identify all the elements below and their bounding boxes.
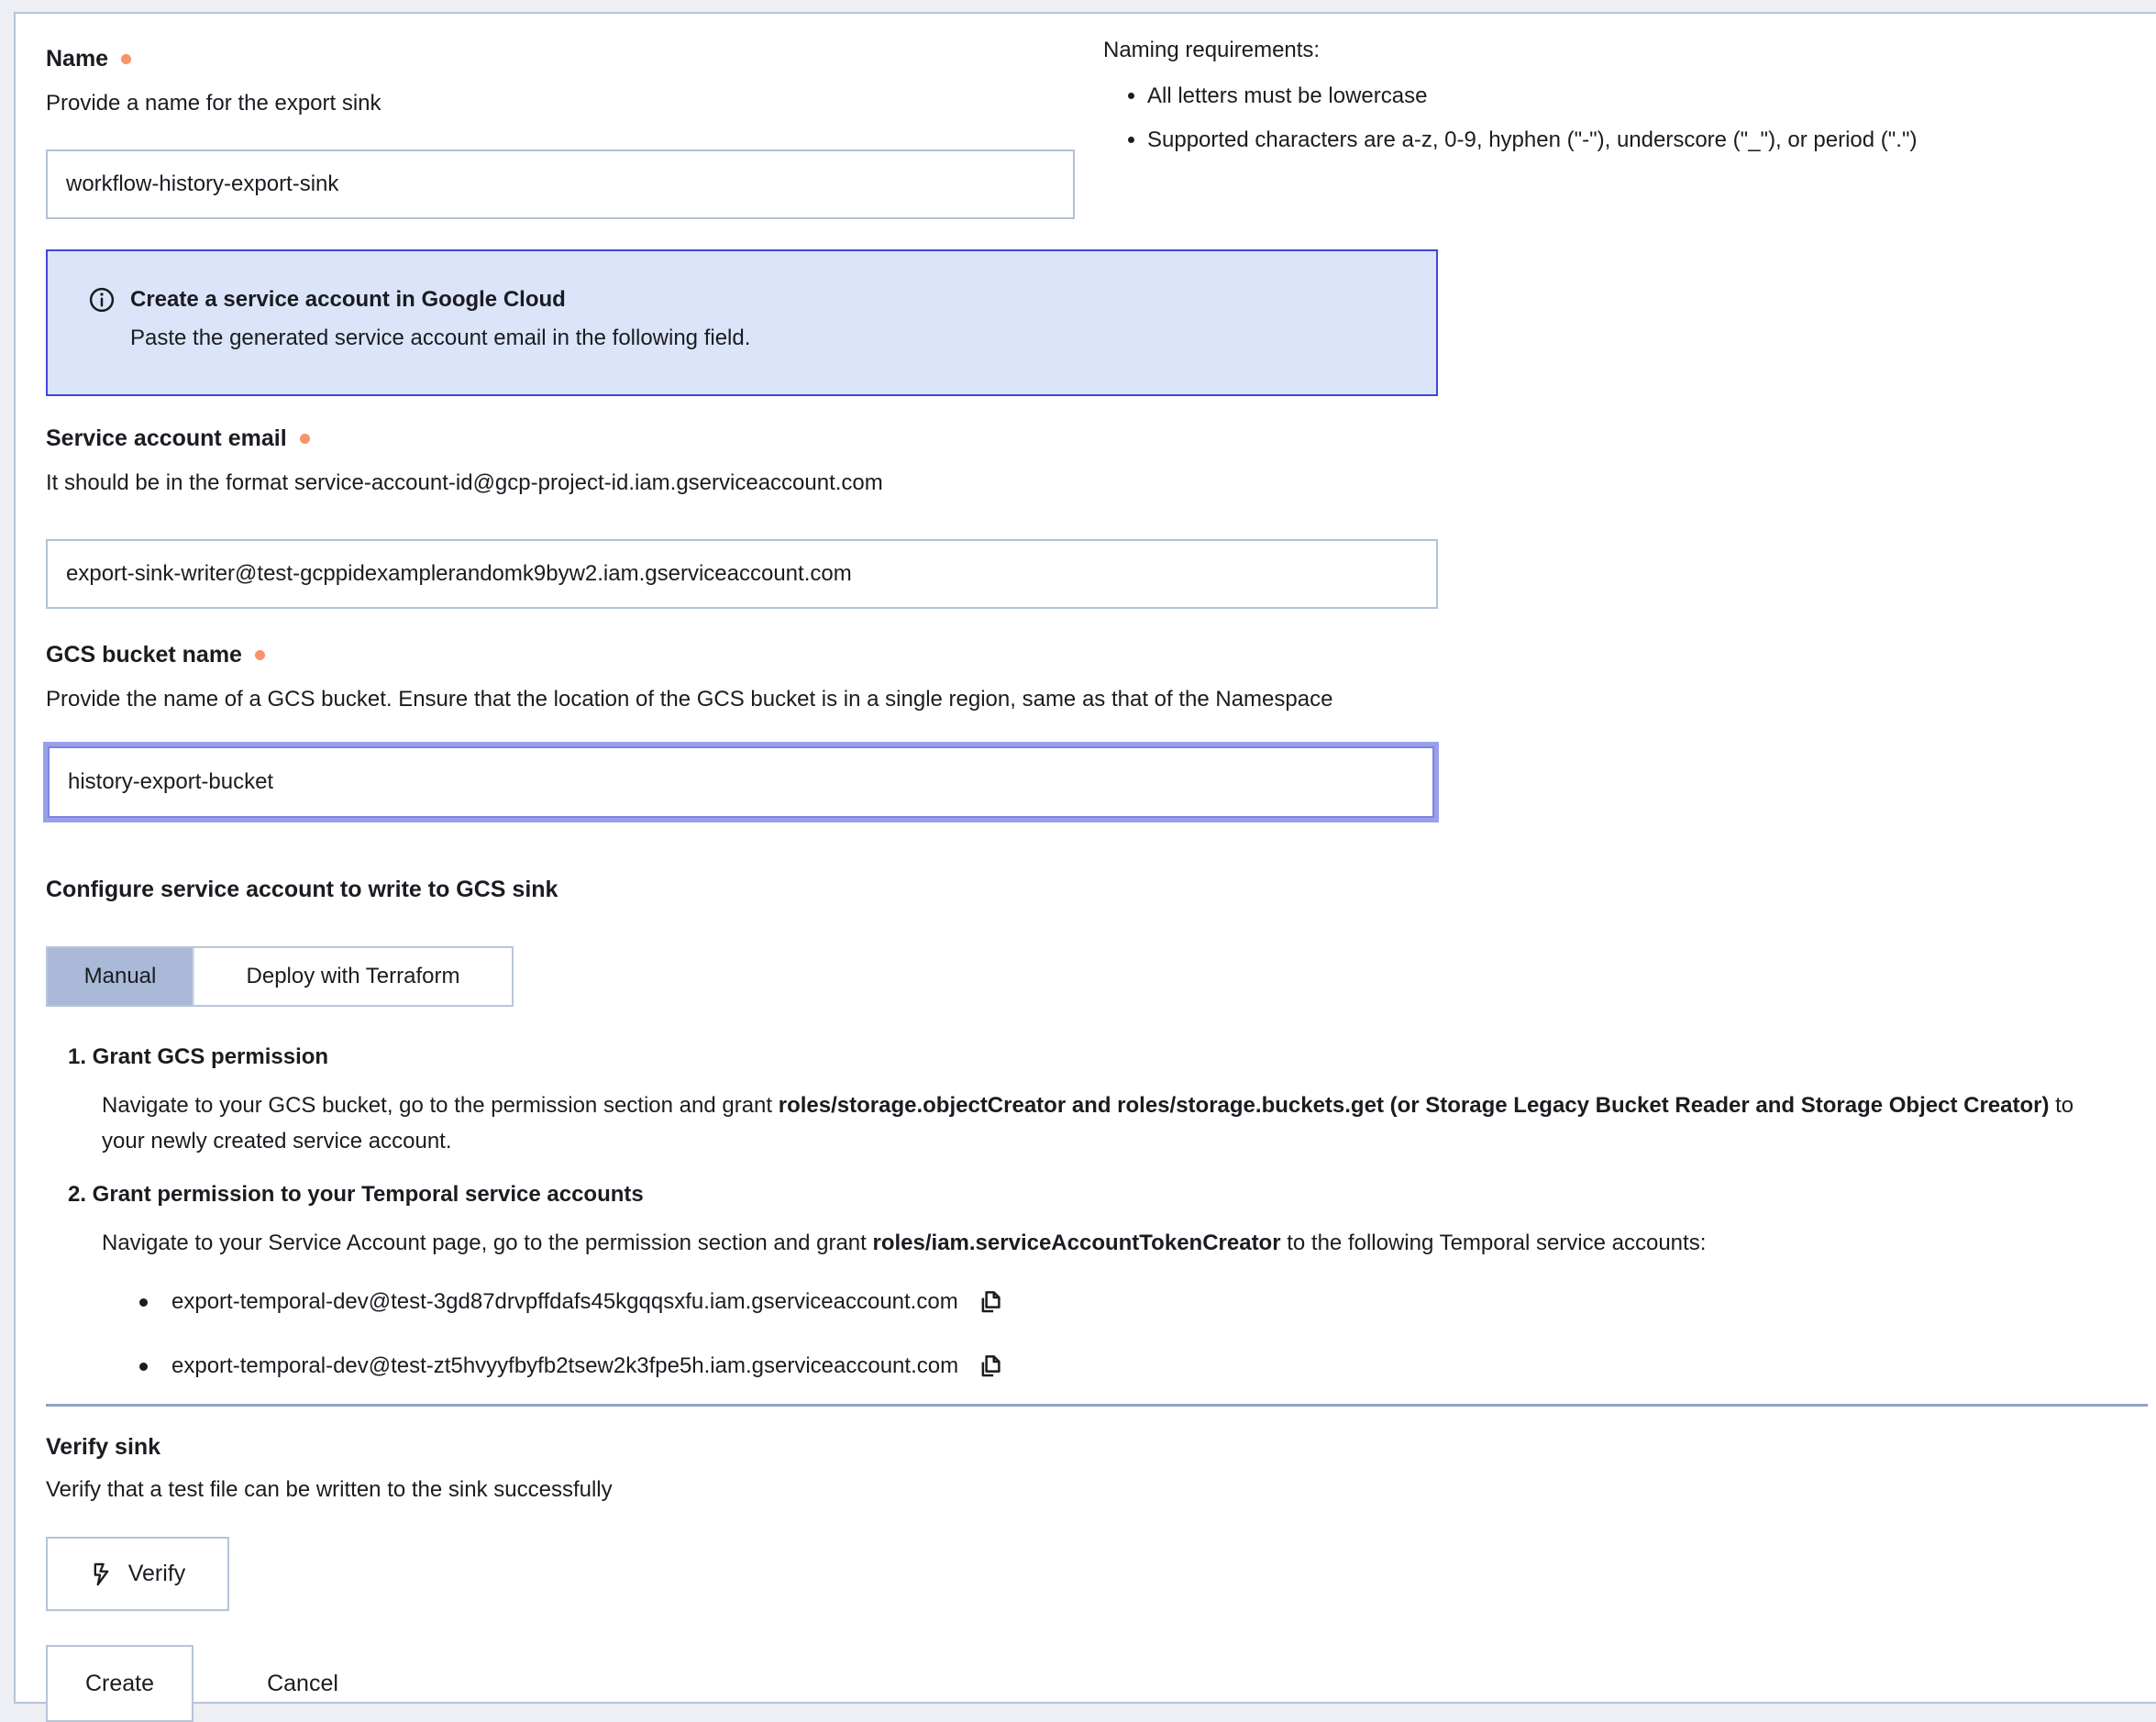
configure-section-title: Configure service account to write to GCS sink bbox=[46, 877, 558, 902]
info-banner-title: Create a service account in Google Cloud bbox=[130, 287, 566, 312]
required-dot-icon bbox=[255, 650, 265, 660]
cancel-button[interactable] bbox=[220, 1645, 385, 1722]
step-2-body-prefix: Navigate to your Service Account page, go to the permission section and grant bbox=[102, 1231, 873, 1255]
step-2-body-suffix: to the following Temporal service accounts: bbox=[1280, 1231, 1707, 1255]
service-account-label-text: Service account email bbox=[46, 425, 287, 451]
bucket-label-text: GCS bucket name bbox=[46, 642, 242, 668]
temporal-service-account-list bbox=[139, 1288, 2128, 1380]
list-item bbox=[139, 1288, 2128, 1316]
create-button-label: Create bbox=[84, 1670, 155, 1696]
lightning-bolt-icon bbox=[90, 1562, 116, 1587]
step-1-body-suffix: to your newly created service account. bbox=[102, 1093, 2074, 1154]
manual-steps bbox=[68, 1042, 2128, 1417]
naming-requirements bbox=[1103, 35, 2156, 169]
name-label-text: Name bbox=[46, 46, 109, 72]
tab-deploy-with-terraform[interactable]: Deploy with Terraform bbox=[193, 948, 512, 1005]
bucket-description: Provide the name of a GCS bucket. Ensure that the location of the GCS bucket is in a single region, same as that of the Namespace bbox=[46, 687, 1333, 712]
info-banner-body: Paste the generated service account email in the following field. bbox=[130, 326, 751, 350]
verify-sink-title: Verify sink bbox=[46, 1434, 161, 1460]
name-description: Provide a name for the export sink bbox=[46, 91, 381, 116]
temporal-service-account-email: export-temporal-dev@test-zt5hvyyfbyfb2tsew2k3fpe5h.iam.gserviceaccount.com bbox=[171, 1353, 959, 1378]
step-1-body-bold: roles/storage.objectCreator and roles/storage.buckets.get (or Storage Legacy Bucket Reader and Storage Object Creator) bbox=[778, 1093, 2050, 1118]
configure-tabs bbox=[46, 946, 514, 1007]
temporal-service-account-email: export-temporal-dev@test-3gd87drvpffdafs45kgqqsxfu.iam.gserviceaccount.com bbox=[171, 1289, 958, 1314]
step-1-title: 1. Grant GCS permission bbox=[68, 1044, 329, 1069]
naming-requirement-item: • Supported characters are a-z, 0-9, hyphen ("-"), underscore ("_"), or period (".") bbox=[1147, 125, 2156, 156]
verify-button-label: Verify bbox=[127, 1561, 186, 1586]
name-label bbox=[46, 46, 131, 72]
verify-button[interactable] bbox=[46, 1537, 229, 1611]
step-2-body bbox=[102, 1225, 2101, 1261]
service-account-label bbox=[46, 425, 310, 452]
copy-icon[interactable] bbox=[977, 1352, 1004, 1380]
step-2-body-bold: roles/iam.serviceAccountTokenCreator bbox=[872, 1231, 1281, 1255]
step-1-body bbox=[102, 1087, 2101, 1159]
info-icon bbox=[88, 286, 116, 314]
info-banner bbox=[46, 249, 1438, 396]
create-button[interactable] bbox=[46, 1645, 193, 1722]
naming-requirements-title: Naming requirements: bbox=[1103, 38, 1321, 62]
verify-sink-description: Verify that a test file can be written to the sink successfully bbox=[46, 1477, 613, 1502]
cancel-button-label: Cancel bbox=[267, 1670, 338, 1696]
service-account-description: It should be in the format service-account-id@gcp-project-id.iam.gserviceaccount.com bbox=[46, 470, 883, 495]
tab-manual[interactable]: Manual bbox=[48, 948, 193, 1005]
copy-icon[interactable] bbox=[977, 1288, 1004, 1316]
naming-requirement-item: • All letters must be lowercase bbox=[1147, 81, 2156, 112]
bullet-icon bbox=[139, 1363, 148, 1371]
required-dot-icon bbox=[121, 54, 131, 64]
step-2-title: 2. Grant permission to your Temporal service accounts bbox=[68, 1182, 644, 1207]
name-input[interactable] bbox=[46, 149, 1075, 219]
bucket-label bbox=[46, 642, 265, 668]
step-1-body-prefix: Navigate to your GCS bucket, go to the permission section and grant bbox=[102, 1093, 779, 1118]
required-dot-icon bbox=[300, 434, 310, 444]
service-account-email-input[interactable] bbox=[46, 539, 1438, 609]
section-divider bbox=[46, 1404, 2148, 1407]
list-item bbox=[139, 1352, 2128, 1380]
bullet-icon bbox=[139, 1298, 148, 1307]
gcs-bucket-name-input[interactable] bbox=[48, 746, 1434, 818]
